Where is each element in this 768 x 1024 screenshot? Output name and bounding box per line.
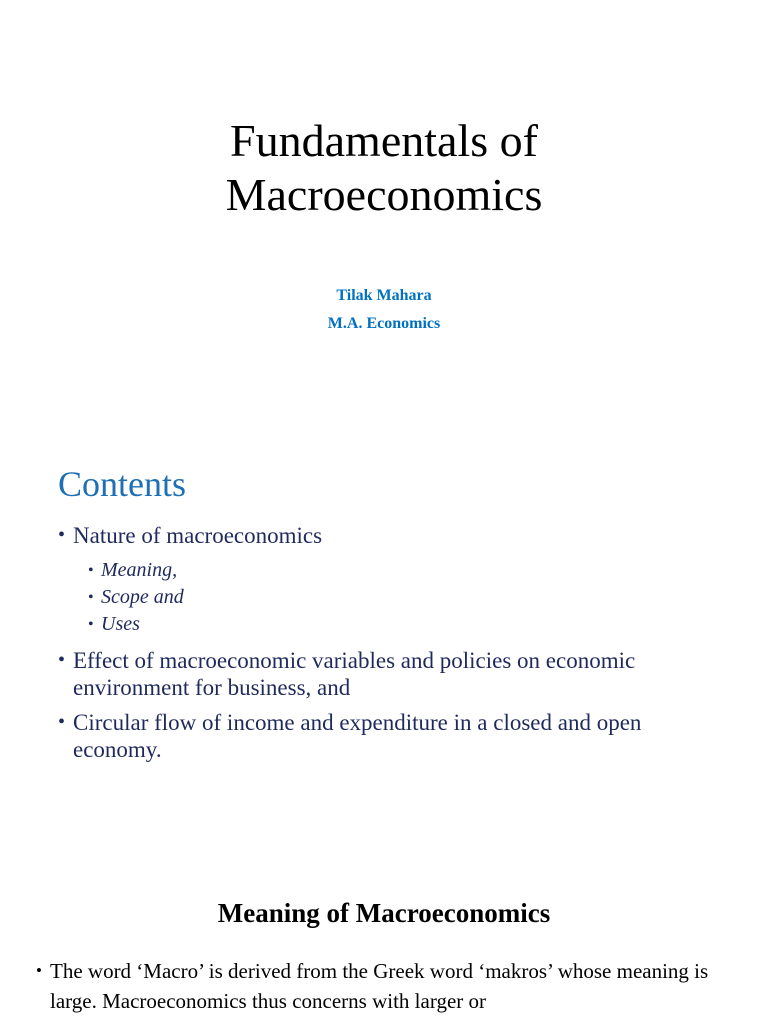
title-line-2: Macroeconomics	[225, 169, 543, 220]
contents-item-circular-flow: • Circular flow of income and expenditure in a closed and open economy.	[58, 709, 708, 763]
author-name: Tilak Mahara	[336, 287, 432, 304]
title-line-1: Fundamentals of	[230, 115, 538, 166]
contents-subitem-meaning: • Meaning,	[58, 557, 708, 584]
presentation-title	[0, 114, 768, 222]
contents-slide	[0, 432, 768, 864]
meaning-bullet-1: • The word ‘Macro’ is derived from the Greek word ‘makros’ whose meaning is large. Macroeconomics thus concerns with larger or	[36, 956, 736, 1016]
contents-item-effect: • Effect of macroeconomic variables and policies on economic environment for business, and	[58, 647, 708, 701]
contents-subitem-scope: • Scope and	[58, 584, 708, 611]
meaning-heading: Meaning of Macroeconomics	[217, 898, 551, 928]
contents-subitem-uses: • Uses	[58, 611, 708, 638]
author-degree: M.A. Economics	[327, 315, 441, 332]
meaning-list	[36, 956, 736, 1016]
contents-item-nature: • Nature of macroeconomics	[58, 522, 708, 549]
contents-heading: Contents	[58, 464, 187, 504]
contents-list	[58, 522, 708, 771]
meaning-slide	[0, 864, 768, 1024]
presenter-info	[0, 282, 768, 338]
title-slide	[0, 0, 768, 432]
